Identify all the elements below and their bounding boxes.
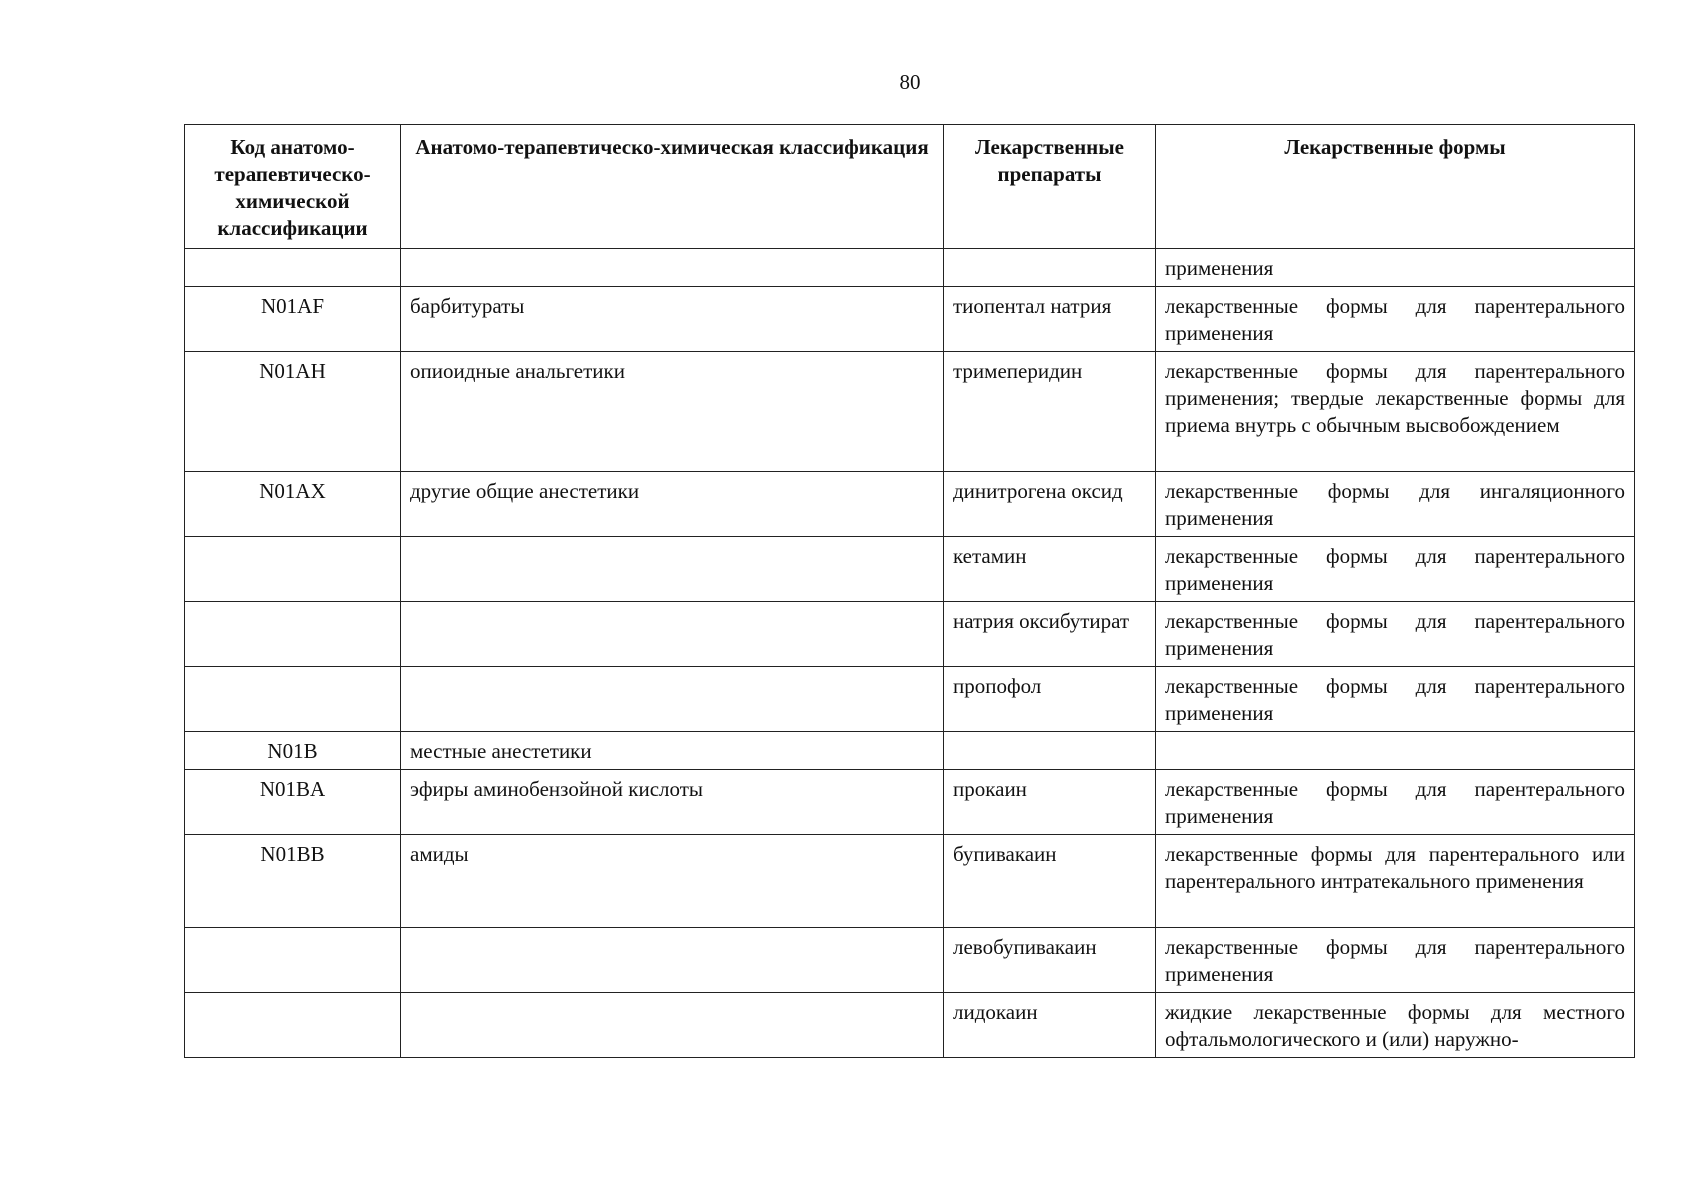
- header-code: Код анатомо-терапевтическо-химической классификации: [185, 125, 401, 249]
- cell-code: N01AX: [185, 472, 401, 537]
- cell-code: [185, 537, 401, 602]
- cell-classification: другие общие анестетики: [401, 472, 944, 537]
- table-row: [185, 537, 1635, 602]
- cell-drug: динитрогена оксид: [944, 472, 1156, 537]
- cell-forms: лекарственные формы для парентерального применения: [1156, 928, 1635, 993]
- cell-classification: [401, 928, 944, 993]
- cell-forms: лекарственные формы для парентерального применения: [1156, 667, 1635, 732]
- cell-code: [185, 928, 401, 993]
- table-row: [185, 249, 1635, 287]
- cell-drug: пропофол: [944, 667, 1156, 732]
- table-row: [185, 732, 1635, 770]
- cell-drug: натрия оксибутират: [944, 602, 1156, 667]
- cell-drug: тиопентал натрия: [944, 287, 1156, 352]
- table-row: [185, 835, 1635, 928]
- cell-forms: лекарственные формы для парентерального применения: [1156, 770, 1635, 835]
- cell-forms: применения: [1156, 249, 1635, 287]
- cell-drug: лидокаин: [944, 993, 1156, 1058]
- cell-drug: левобупивакаин: [944, 928, 1156, 993]
- cell-forms: жидкие лекарственные формы для местного офтальмологического и (или) наружно-: [1156, 993, 1635, 1058]
- table-header-row: [185, 125, 1635, 249]
- cell-code: N01AH: [185, 352, 401, 472]
- table-row: [185, 472, 1635, 537]
- cell-drug: прокаин: [944, 770, 1156, 835]
- table-row: [185, 993, 1635, 1058]
- cell-code: [185, 602, 401, 667]
- cell-forms: [1156, 732, 1635, 770]
- cell-classification: [401, 993, 944, 1058]
- cell-forms: лекарственные формы для парентерального применения; твердые лекарственные формы для приема внутрь с обычным высвобождением: [1156, 352, 1635, 472]
- cell-drug: бупивакаин: [944, 835, 1156, 928]
- table-row: [185, 602, 1635, 667]
- table-row: [185, 352, 1635, 472]
- cell-forms: лекарственные формы для парентерального или парентерального интратекального применения: [1156, 835, 1635, 928]
- cell-code: [185, 667, 401, 732]
- cell-code: N01B: [185, 732, 401, 770]
- cell-code: [185, 993, 401, 1058]
- table-row: [185, 928, 1635, 993]
- cell-code: N01BB: [185, 835, 401, 928]
- cell-classification: [401, 249, 944, 287]
- cell-classification: [401, 537, 944, 602]
- cell-classification: [401, 667, 944, 732]
- cell-classification: опиоидные анальгетики: [401, 352, 944, 472]
- table-row: [185, 667, 1635, 732]
- header-drugs: Лекарственные препараты: [944, 125, 1156, 249]
- cell-classification: барбитураты: [401, 287, 944, 352]
- cell-code: N01AF: [185, 287, 401, 352]
- cell-classification: амиды: [401, 835, 944, 928]
- cell-forms: лекарственные формы для парентерального применения: [1156, 602, 1635, 667]
- atc-table: [184, 124, 1635, 1058]
- page-number: 80: [899, 70, 921, 94]
- cell-classification: эфиры аминобензойной кислоты: [401, 770, 944, 835]
- table-row: [185, 287, 1635, 352]
- cell-classification: [401, 602, 944, 667]
- cell-forms: лекарственные формы для парентерального применения: [1156, 287, 1635, 352]
- cell-code: N01BA: [185, 770, 401, 835]
- cell-forms: лекарственные формы для ингаляционного применения: [1156, 472, 1635, 537]
- cell-drug: [944, 249, 1156, 287]
- header-classification: Анатомо-терапевтическо-химическая классификация: [401, 125, 944, 249]
- cell-drug: кетамин: [944, 537, 1156, 602]
- cell-classification: местные анестетики: [401, 732, 944, 770]
- cell-drug: [944, 732, 1156, 770]
- table-row: [185, 770, 1635, 835]
- header-forms: Лекарственные формы: [1156, 125, 1635, 249]
- cell-forms: лекарственные формы для парентерального применения: [1156, 537, 1635, 602]
- cell-code: [185, 249, 401, 287]
- cell-drug: тримеперидин: [944, 352, 1156, 472]
